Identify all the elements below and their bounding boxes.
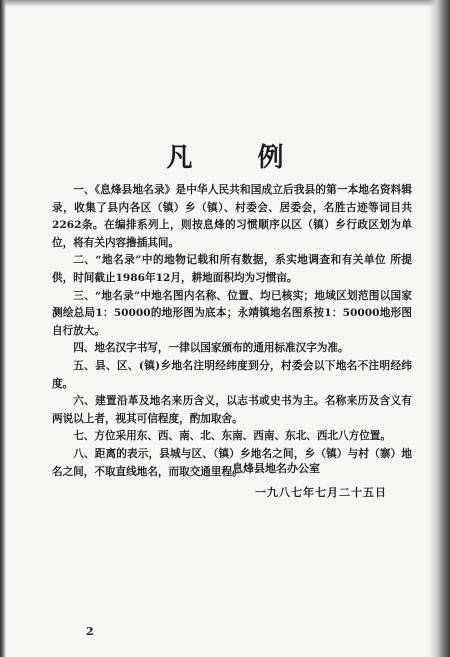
guideline-paragraph-3: 三、“地名录”中地名图内名称、位置、均已核实；地域区划范围以国家测绘总局1：50000的地形图为底本；永靖镇地名图系按1：50000地形图自行放大。 [52,289,412,337]
page-title: 凡 例 [166,143,312,173]
guideline-paragraph-4: 四、地名汉字书写，一律以国家颁布的通用标准汉字为准。 [73,342,349,355]
page-number: 2 [86,625,94,638]
guideline-paragraph-2: 二、“地名录”中的地物记载和所有数据，系实地调查和有关单位 所提供，时间截止1986年12月，耕地面积均为习惯亩。 [52,254,412,284]
signature-date: 一九八七年七月二十五日 [255,486,387,499]
scan-top-edge [0,0,450,7]
guideline-paragraph-6: 六、建置沿革及地名来历含义，以志书或史书为主。名称来历及含义有两说以上者，视其可信程度，酌加取舍。 [52,395,412,425]
scan-right-edge [428,0,450,657]
guideline-paragraph-5: 五、县、区、(镇)乡地名注明经纬度到分，村委会以下地名不注明经纬度。 [52,359,412,390]
guideline-paragraph-7: 七、方位采用东、西、南、北、东南、西南、东北、西北八方位置。 [73,430,391,443]
guideline-paragraph-8: 八、距离的表示，县城与区、（镇）乡地名之间，乡（镇）与村（寨）地名之间，不取直线地名，而取交通里程。 [52,447,412,478]
scan-left-edge [0,0,6,657]
guidelines-body [52,182,412,481]
signature-organization: 息烽县地名办公室 [232,462,320,475]
guideline-paragraph-1: 一、《息烽县地名录》是中华人民共和国成立后我县的第一本地名资料辑录，收集了县内各区（镇）乡（镇）、村委会、居委会，名胜古迹等词目共2262条。在编排系列上，则按息烽的习惯顺序以区（镇）乡行政区划为单位，将有关内容撸插其间。 [52,184,412,249]
